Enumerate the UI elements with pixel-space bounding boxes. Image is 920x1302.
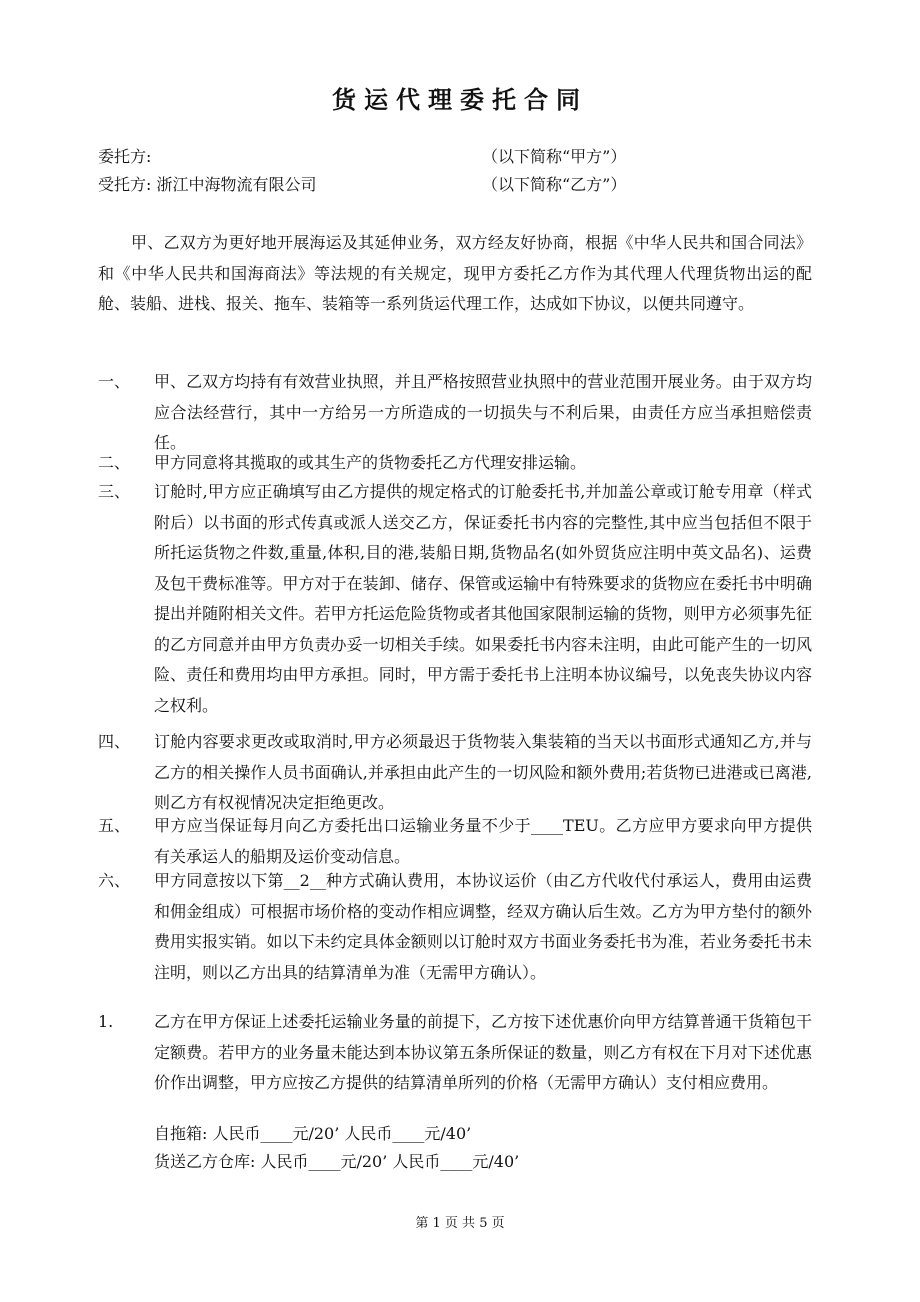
preamble-paragraph: 甲、乙双方为更好地开展海运及其延伸业务，双方经友好协商，根据《中华人民共和国合同法》和《中华人民共和国海商法》等法规的有关规定，现甲方委托乙方作为其代理人代理货物出运的配舱、装船、进栈、报关、拖车、装箱等一系列货运代理工作，达成如下协议，以便共同遵守。 bbox=[98, 233, 812, 313]
clause-4 bbox=[98, 727, 812, 819]
clause-number: 四、 bbox=[98, 732, 131, 751]
client-party-row bbox=[98, 142, 818, 172]
clause-text: 甲方应当保证每月向乙方委托出口运输业务量不少于____TEU。乙方应甲方要求向甲方提供有关承运人的船期及运价变动信息。 bbox=[154, 816, 812, 866]
clause-text: 订舱时,甲方应正确填写由乙方提供的规定格式的订舱委托书,并加盖公章或订舱专用章（样式附后）以书面的形式传真或派人送交乙方，保证委托书内容的完整性,其中应当包括但不限于所托运货物之件数,重量,体积,目的港,装船日期,货物品名(如外贸货应注明中英文品名)、运费及包干费标准等。甲方对于在装卸、储存、保管或运输中有特殊要求的货物应在委托书中明确提出并随附相关文件。若甲方托运危险货物或者其他国家限制运输的货物，则甲方必须事先征的乙方同意并由甲方负责办妥一切相关手续。如果委托书内容未注明，由此可能产生的一切风险、责任和费用均由甲方承担。同时，甲方需于委托书上注明本协议编号，以免丧失协议内容之权利。 bbox=[154, 482, 812, 715]
clause-6 bbox=[98, 866, 812, 988]
agent-note: （以下简称“乙方”） bbox=[482, 175, 627, 194]
clause-text: 甲方同意按以下第__2__种方式确认费用，本协议运价（由乙方代收代付承运人，费用由运费和佣金组成）可根据市场价格的变动作相应调整，经双方确认后生效。乙方为甲方垫付的额外费用实报实销。如以下未约定具体金额则以订舱时双方书面业务委托书为准，若业务委托书未注明，则以乙方出具的结算清单为准（无需甲方确认）。 bbox=[154, 871, 812, 982]
clause-1 bbox=[98, 367, 812, 459]
clause-number: 三、 bbox=[98, 482, 131, 501]
document-title: 货运代理委托合同 bbox=[332, 85, 588, 114]
clause-number: 二、 bbox=[98, 453, 131, 472]
clause-2 bbox=[98, 448, 812, 479]
clause-text: 甲、乙双方均持有有效营业执照，并且严格按照营业执照中的营业范围开展业务。由于双方均应合法经营行，其中一方给另一方所造成的一切损失与不利后果，由责任方应当承担赔偿责任。 bbox=[154, 372, 812, 452]
clause-number: 一、 bbox=[98, 372, 131, 391]
clause-6-1 bbox=[98, 1007, 812, 1099]
clause-number: 1. bbox=[98, 1012, 114, 1031]
clause-number: 六、 bbox=[98, 871, 131, 890]
agent-label: 受托方: 浙江中海物流有限公司 bbox=[98, 175, 317, 194]
clause-number: 五、 bbox=[98, 816, 131, 835]
clause-text: 订舱内容要求更改或取消时,甲方必须最迟于货物装入集装箱的当天以书面形式通知乙方,并与乙方的相关操作人员书面确认,并承担由此产生的一切风险和额外费用;若货物已进港或已离港,则乙方有权视情况决定拒绝更改。 bbox=[154, 732, 812, 812]
clause-text: 乙方在甲方保证上述委托运输业务量的前提下，乙方按下述优惠价向甲方结算普通干货箱包干定额费。若甲方的业务量未能达到本协议第五条所保证的数量，则乙方有权在下月对下述优惠价作出调整，甲方应按乙方提供的结算清单所列的价格（无需甲方确认）支付相应费用。 bbox=[154, 1012, 812, 1092]
price-line-warehouse: 货送乙方仓库: 人民币____元/20’ 人民币____元/40’ bbox=[154, 1152, 520, 1171]
clause-3 bbox=[98, 477, 812, 721]
client-label: 委托方: bbox=[98, 147, 152, 166]
price-line-self-haul: 自拖箱: 人民币____元/20’ 人民币____元/40’ bbox=[154, 1124, 472, 1143]
client-note: （以下简称“甲方”） bbox=[482, 147, 627, 166]
clause-text: 甲方同意将其揽取的或其生产的货物委托乙方代理安排运输。 bbox=[154, 453, 587, 472]
agent-party-row bbox=[98, 170, 818, 200]
page-footer: 第 1 页 共 5 页 bbox=[415, 1216, 505, 1231]
clause-5 bbox=[98, 811, 812, 872]
